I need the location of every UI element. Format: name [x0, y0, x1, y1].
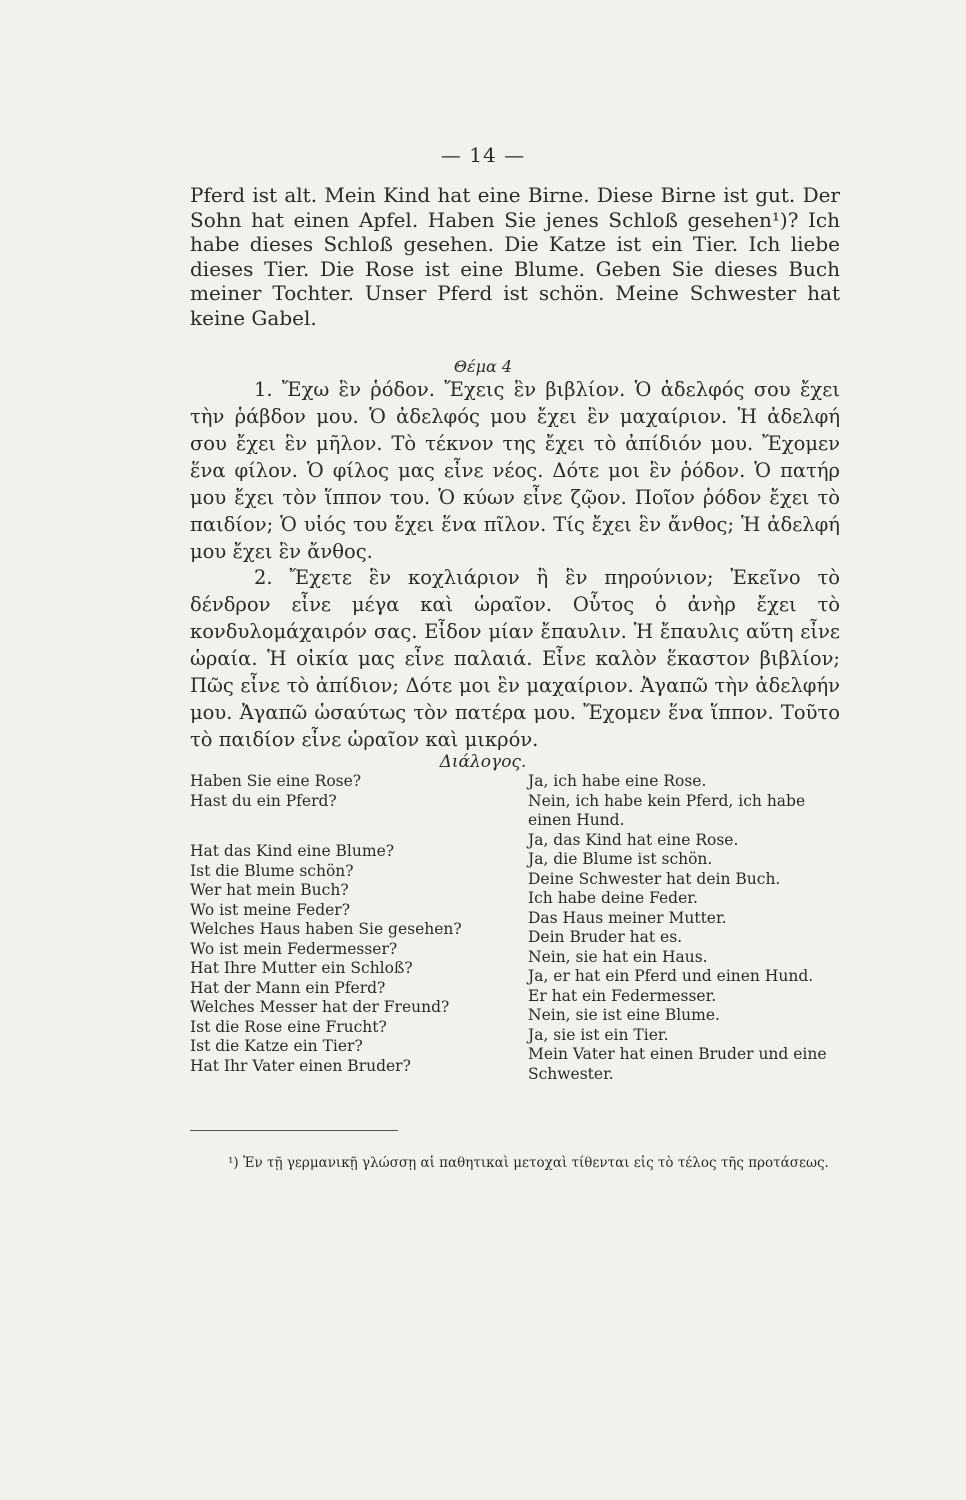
dialog-question: Hast du ein Pferd? — [190, 791, 337, 810]
dialog-question: Wer hat mein Buch? — [190, 881, 349, 899]
dialog-answer: Ja, das Kind hat eine Rose. — [528, 830, 739, 849]
dialog-answer: Dein Bruder hat es. — [528, 928, 683, 946]
dialog-answer: Ja, ich habe eine Rose. — [528, 772, 707, 790]
dialog-answer: Ja, die Blume ist schön. — [528, 850, 713, 868]
greek-exercise-paragraph-1: 1. Ἔχω ἓν ῥόδον. Ἔχεις ἓν βιβλίον. Ὁ ἀδελφός σου ἔχει τὴν ῥάβδον μου. Ὁ ἀδελφός μου ἔχει ἓν μαχαίριον. Ἡ ἀδελφή σου ἔχει ἓν μῆλον. Τὸ τέκνον της ἔχει τὸ ἀπίδιόν μου. Ἔχομεν ἕνα φίλον. Ὁ φίλος μας εἶνε νέος. Δότε μοι ἓν ῥόδον. Ὁ πατήρ μου ἔχει τὸν ἵππον του. Ὁ κύων εἶνε ζῷον. Ποῖον ῥόδον ἔχει τὸ παιδίον; Ὁ υἱός του ἔχει ἕνα πῖλον. Τίς ἔχει ἓν ἄνθος; Ἡ ἀδελφή μου ἔχει ἓν ἄνθος. — [190, 378, 840, 563]
dialog-question: Wo ist meine Feder? — [190, 900, 351, 919]
dialog-title: Διάλογος. — [439, 752, 527, 772]
german-exercise-paragraph: Pferd ist alt. Mein Kind hat eine Birne. Diese Birne ist gut. Der Sohn hat einen Apfel. Haben Sie jenes Schloß gesehen¹)? Ich habe dieses Schloß gesehen. Die Katze ist ein Tier. Ich liebe dieses Tier. Die Rose ist eine Blume. Geben Sie dieses Buch meiner Tochter. Unser Pferd ist schön. Meine Schwester hat keine Gabel. — [190, 183, 840, 330]
dialog-answer: Nein, sie hat ein Haus. — [528, 947, 708, 966]
dialog-question: Ist die Blume schön? — [190, 861, 354, 880]
dialog-answer: Mein Vater hat einen Bruder und eine Schwester. — [528, 1045, 827, 1083]
thema-heading: Θέμα 4 — [453, 357, 513, 376]
dialog-question: Hat der Mann ein Pferd? — [190, 978, 386, 997]
dialog-answer: Er hat ein Federmesser. — [528, 986, 717, 1005]
dialog-question: Wo ist mein Federmesser? — [190, 939, 398, 958]
dialog-question: Hat das Kind eine Blume? — [190, 842, 395, 860]
dialog-question: Ist die Katze ein Tier? — [190, 1037, 363, 1055]
dialog-answer: Nein, sie ist eine Blume. — [528, 1006, 720, 1024]
dialog-answer: Ich habe deine Feder. — [528, 889, 698, 907]
dialog-answer: Ja, er hat ein Pferd und einen Hund. — [528, 967, 814, 985]
dialog-questions-column — [190, 772, 520, 1076]
dialog-answer: Ja, sie ist ein Tier. — [528, 1025, 669, 1044]
page-number: — 14 — — [440, 143, 526, 167]
dialog-question: Welches Haus haben Sie gesehen? — [190, 920, 462, 938]
dialog-answer: Nein, ich habe kein Pferd, ich habe einen Hund. — [528, 791, 806, 829]
dialog-question: Ist die Rose eine Frucht? — [190, 1017, 387, 1036]
dialog-question: Welches Messer hat der Freund? — [190, 998, 450, 1016]
dialog-answer: Deine Schwester hat dein Buch. — [528, 869, 781, 888]
greek-exercise-paragraph-2: 2. Ἔχετε ἓν κοχλιάριον ἢ ἓν πηρούνιον; Ἐκεῖνο τὸ δένδρον εἶνε μέγα καὶ ὡραῖον. Οὗτος ὁ ἀνὴρ ἔχει τὸ κονδυλομάχαιρόν σας. Εἶδον μίαν ἔπαυλιν. Ἡ ἔπαυλις αὕτη εἶνε ὡραία. Ἡ οἰκία μας εἶνε παλαιά. Εἶνε καλὸν ἕκαστον βιβλίον; Πῶς εἶνε τὸ ἀπίδιον; Δότε μοι ἓν μαχαίριον. Ἀγαπῶ τὴν ἀδελφήν μου. Ἀγαπῶ ὡσαύτως τὸν πατέρα μου. Ἔχομεν ἕνα ἵππον. Τοῦτο τὸ παιδίον εἶνε ὡραῖον καὶ μικρόν. — [190, 566, 840, 751]
dialog-answers-column — [528, 772, 846, 1084]
dialog-question: Hat Ihre Mutter ein Schloß? — [190, 959, 413, 977]
dialog-question: Hat Ihr Vater einen Bruder? — [190, 1056, 411, 1075]
footnote-rule — [190, 1130, 398, 1131]
footnote: ¹) Ἐν τῇ γερμανικῇ γλώσσῃ αἱ παθητικαὶ μετοχαὶ τίθενται εἰς τὸ τέλος τῆς προτάσεως. — [228, 1155, 829, 1171]
dialog-question: Haben Sie eine Rose? — [190, 772, 362, 790]
dialog-answer: Das Haus meiner Mutter. — [528, 908, 727, 927]
